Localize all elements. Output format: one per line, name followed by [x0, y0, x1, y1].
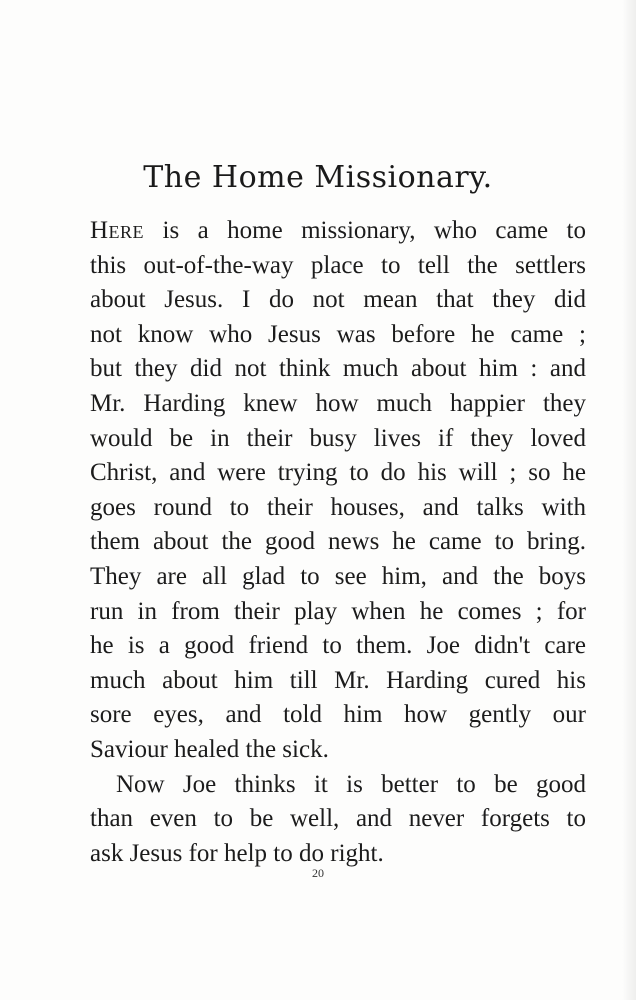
- text-line: but they did not think much about him : and: [90, 355, 586, 383]
- text-line: sore eyes, and told him how gently our: [90, 701, 586, 729]
- text-line: not know who Jesus was before he came ;: [90, 320, 586, 348]
- text-line: he is a good friend to them. Joe didn't care: [90, 632, 586, 660]
- text-line: would be in their busy lives if they loved: [90, 424, 586, 452]
- text-line: run in from their play when he comes ; for: [90, 597, 586, 625]
- text-line: Mr. Harding knew how much happier they: [90, 389, 586, 417]
- text-line: much about him till Mr. Harding cured his: [90, 666, 586, 694]
- page-edge-shadow: [622, 0, 636, 1000]
- text-line: them about the good news he came to bring.: [90, 528, 586, 556]
- text-line: [90, 214, 586, 249]
- page-title: The Home Missionary.: [143, 160, 493, 195]
- text-line: They are all glad to see him, and the boys: [90, 562, 586, 590]
- text-line: Saviour healed the sick.: [90, 735, 329, 763]
- page-number: 20: [312, 866, 324, 880]
- lead-word: Here: [90, 217, 145, 244]
- text-line: Christ, and were trying to do his will ; so he: [90, 459, 586, 487]
- line-text: is a home missionary, who came to: [144, 217, 586, 244]
- body-text: [90, 214, 586, 871]
- text-line: this out-of-the-way place to tell the settlers: [90, 251, 586, 279]
- text-line: than even to be well, and never forgets to: [90, 805, 586, 833]
- text-line: ask Jesus for help to do right.: [90, 839, 384, 867]
- text-line: goes round to their houses, and talks with: [90, 493, 586, 521]
- text-line: Now Joe thinks it is better to be good: [116, 770, 586, 798]
- text-line: about Jesus. I do not mean that they did: [90, 286, 586, 314]
